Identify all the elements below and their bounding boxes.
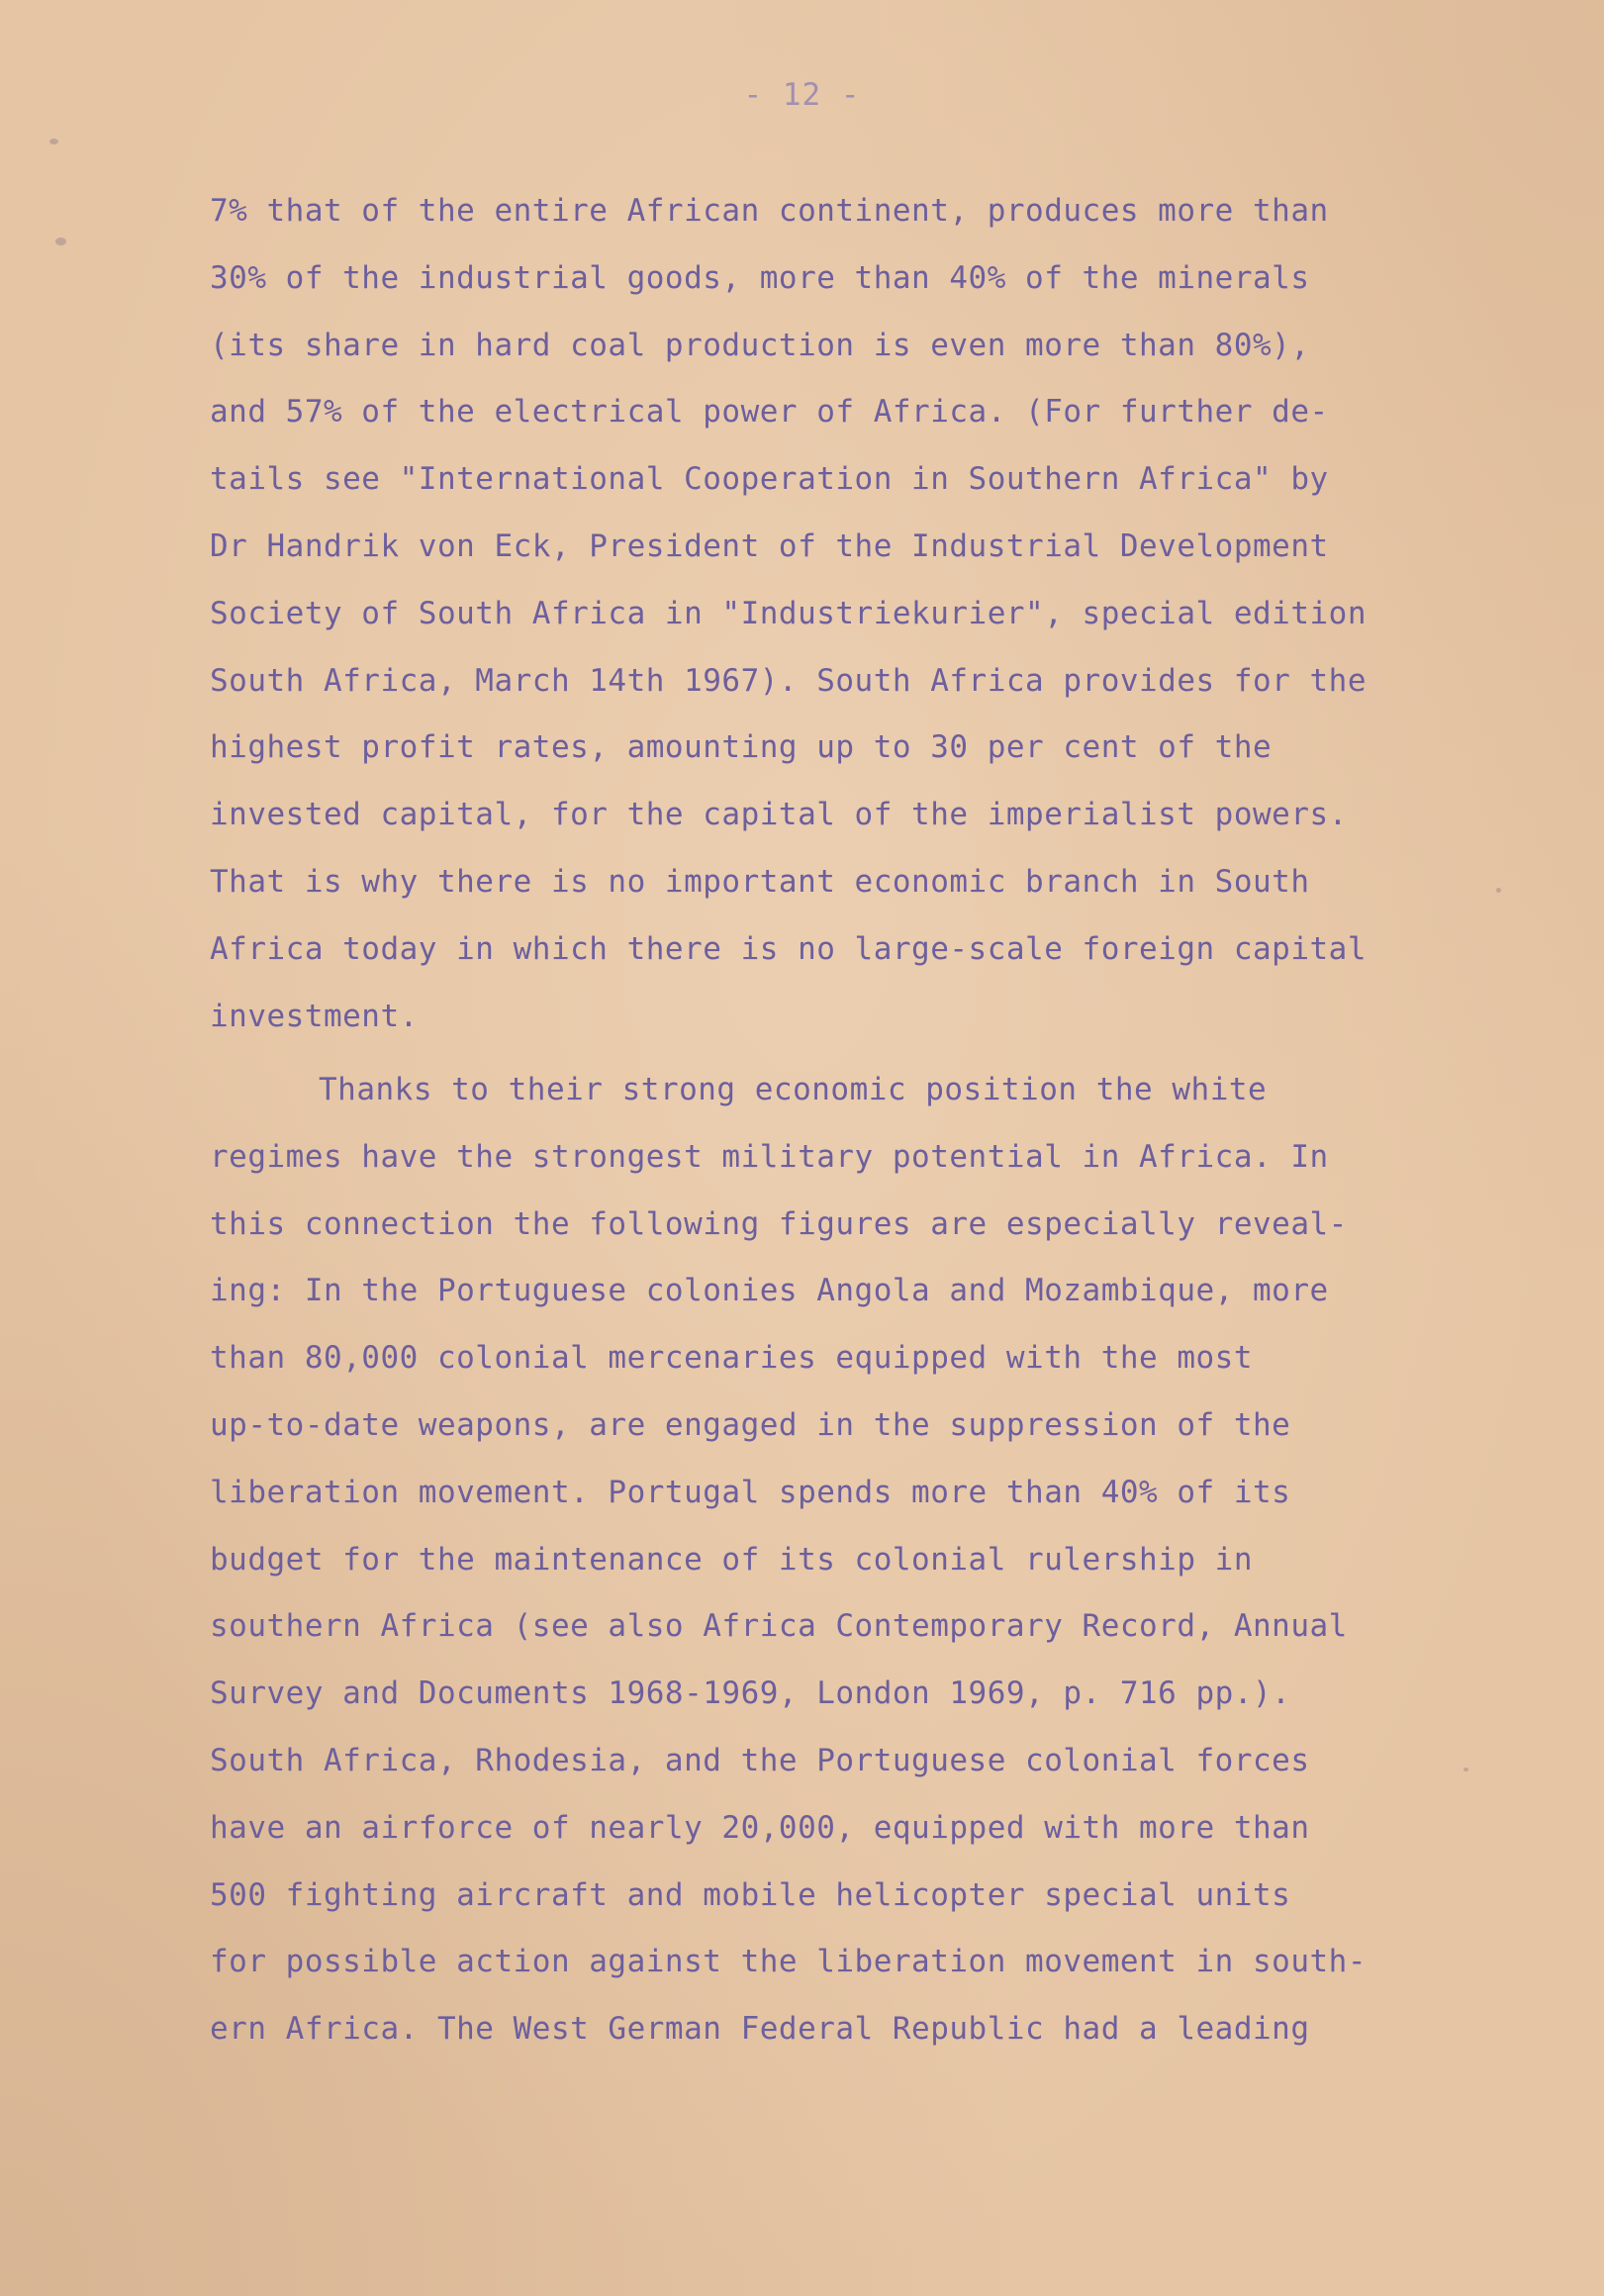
text-line: South Africa, March 14th 1967). South Africa provides for the [210,662,1367,699]
text-line: Survey and Documents 1968-1969, London 1969, p. 716 pp.). [210,1675,1291,1712]
text-line: Society of South Africa in "Industriekurier", special edition [210,595,1367,631]
text-line: have an airforce of nearly 20,000, equipped with more than [210,1809,1310,1846]
text-line: Africa today in which there is no large-scale foreign capital [210,930,1367,967]
text-line: than 80,000 colonial mercenaries equipped with the most [210,1340,1253,1377]
paragraph-1 [210,178,1496,1050]
text-line: this connection the following figures are especially reveal- [210,1205,1348,1242]
text-line: and 57% of the electrical power of Africa. (For further de- [210,394,1329,430]
text-line: Thanks to their strong economic position the white [319,1072,1268,1107]
text-line: 30% of the industrial goods, more than 40% of the minerals [210,259,1310,296]
page-number: - 12 - [743,77,861,113]
text-line: liberation movement. Portugal spends more than 40% of its [210,1474,1291,1510]
text-line: up-to-date weapons, are engaged in the suppression of the [210,1406,1291,1443]
text-line: That is why there is no important economic branch in South [210,863,1310,900]
text-line: ing: In the Portuguese colonies Angola and Mozambique, more [210,1273,1329,1309]
text-line: budget for the maintenance of its colonial rulership in [210,1541,1253,1578]
text-line: tails see "International Cooperation in Southern Africa" by [210,461,1329,498]
text-line: 500 fighting aircraft and mobile helicopter special units [210,1876,1291,1913]
text-line: regimes have the strongest military potential in Africa. In [210,1138,1329,1175]
text-line: (its share in hard coal production is even more than 80%), [210,327,1310,363]
text-line: southern Africa (see also Africa Contemporary Record, Annual [210,1608,1348,1645]
paper-speck [55,238,66,245]
text-line: for possible action against the liberation movement in south- [210,1944,1367,1980]
paper-speck [49,139,58,144]
text-line: highest profit rates, amounting up to 30 per cent of the [210,729,1273,766]
paragraph-2 [210,1057,1496,2063]
paper-speck [1496,888,1501,893]
text-line: Dr Handrik von Eck, President of the Industrial Development [210,527,1329,564]
text-line: ern Africa. The West German Federal Republic had a leading [210,2011,1310,2048]
text-line: investment. [210,998,419,1034]
text-line: South Africa, Rhodesia, and the Portuguese colonial forces [210,1742,1310,1778]
text-line: invested capital, for the capital of the imperialist powers. [210,797,1348,833]
text-line: 7% that of the entire African continent, produces more than [210,193,1329,229]
